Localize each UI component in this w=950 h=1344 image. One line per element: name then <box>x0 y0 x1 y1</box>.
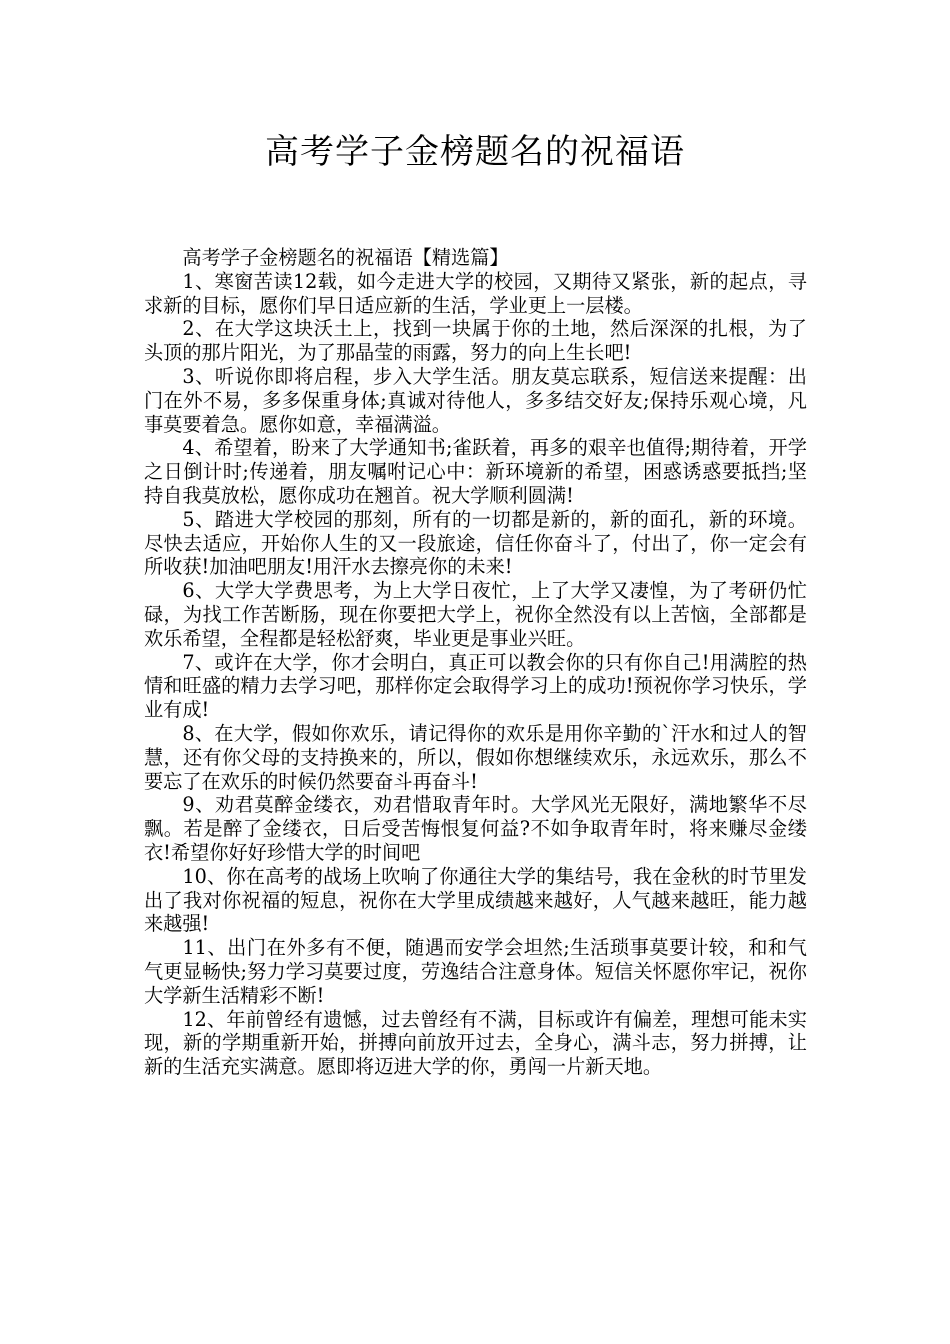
paragraph-4: 4、希望着，盼来了大学通知书;雀跃着，再多的艰辛也值得;期待着，开学之日倒计时;传递着，朋友嘱咐记心中：新环境新的希望，困惑诱惑要抵挡;坚持自我莫放松，愿你成功在翘首。祝大学顺利圆满! <box>144 436 807 507</box>
paragraph-11: 11、出门在外多有不便，随遇而安学会坦然;生活琐事莫要计较，和和气气更显畅快;努力学习莫要过度，劳逸结合注意身体。短信关怀愿你牢记，祝你大学新生活精彩不断! <box>144 936 807 1007</box>
paragraph-6: 6、大学大学费思考，为上大学日夜忙，上了大学又凄惶，为了考研仍忙碌，为找工作苦断肠，现在你要把大学上，祝你全然没有以上苦恼，全部都是欢乐希望，全程都是轻松舒爽，毕业更是事业兴旺。 <box>144 579 807 650</box>
paragraph-7: 7、或许在大学，你才会明白，真正可以教会你的只有你自己!用满腔的热情和旺盛的精力去学习吧，那样你定会取得学习上的成功!预祝你学习快乐，学业有成! <box>144 650 807 722</box>
paragraph-8: 8、在大学，假如你欢乐，请记得你的欢乐是用你辛勤的`汗水和过人的智慧，还有你父母的支持换来的，所以，假如你想继续欢乐，永远欢乐，那么不要忘了在欢乐的时候仍然要奋斗再奋斗! <box>144 721 807 793</box>
paragraph-3: 3、听说你即将启程，步入大学生活。朋友莫忘联系，短信送来提醒：出门在外不易，多多保重身体;真诚对待他人，多多结交好友;保持乐观心境，凡事莫要着急。愿你如意，幸福满溢。 <box>144 364 807 436</box>
paragraph-12: 12、年前曾经有遗憾，过去曾经有不满，目标或许有偏差，理想可能未实现，新的学期重新开始，拼搏向前放开过去，全身心，满斗志，努力拼搏，让新的生活充实满意。愿即将迈进大学的你，勇闯一片新天地。 <box>144 1007 807 1079</box>
document-body <box>144 246 807 1079</box>
paragraph-10: 10、你在高考的战场上吹响了你通往大学的集结号，我在金秋的时节里发出了我对你祝福的短息，祝你在大学里成绩越来越好，人气越来越旺，能力越来越强! <box>144 864 807 936</box>
paragraph-5: 5、踏进大学校园的那刻，所有的一切都是新的，新的面孔，新的环境。尽快去适应，开始你人生的又一段旅途，信任你奋斗了，付出了，你一定会有所收获!加油吧朋友!用汗水去擦亮你的未来! <box>144 507 807 579</box>
paragraph-2: 2、在大学这块沃土上，找到一块属于你的土地，然后深深的扎根，为了头顶的那片阳光，为了那晶莹的雨露，努力的向上生长吧! <box>144 317 807 365</box>
paragraph-9: 9、劝君莫醉金缕衣，劝君惜取青年时。大学风光无限好，满地繁华不尽飘。若是醉了金缕衣，日后受苦悔恨复何益?不如争取青年时，将来赚尽金缕衣!希望你好好珍惜大学的时间吧 <box>144 793 807 864</box>
page-title: 高考学子金榜题名的祝福语 <box>265 132 685 172</box>
paragraph-1: 1、寒窗苦读12载，如今走进大学的校园，又期待又紧张，新的起点，寻求新的目标，愿你们早日适应新的生活，学业更上一层楼。 <box>144 269 807 317</box>
section-heading: 高考学子金榜题名的祝福语【精选篇】 <box>182 246 509 269</box>
